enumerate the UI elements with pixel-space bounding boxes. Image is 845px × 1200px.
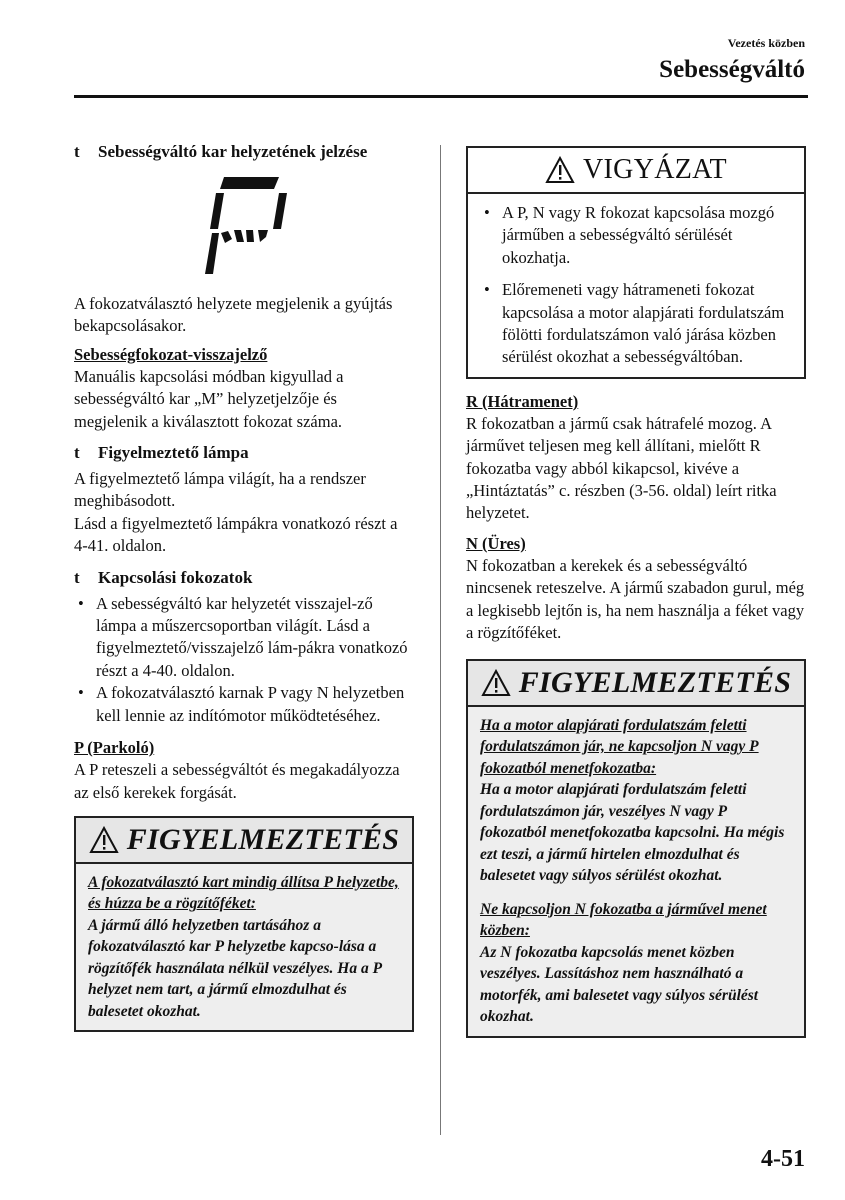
heading-text: Kapcsolási fokozatok: [98, 567, 253, 587]
heading-text: Figyelmeztető lámpa: [98, 443, 249, 463]
warning-text: Ha a motor alapjárati fordulatszám feletti fordulatszámon jár, veszélyes N vagy P fokozatból menetfokozatba kapcsolni. Ha mégis ezt teszi, a jármű hirtelen elmozdulhat és balesetet vagy súlyos sérülést okozhat.: [480, 781, 785, 884]
warning-title: FIGYELMEZTETÉS: [126, 822, 400, 856]
list-item: • A fokozatválasztó karnak P vagy N helyzetben kell lennie az indítómotor működtetéséhez.: [74, 682, 414, 727]
section-marker: t: [74, 142, 80, 161]
caution-list: [480, 202, 792, 369]
section-heading: [74, 566, 414, 589]
neutral-subheading: N (Üres): [466, 533, 526, 553]
section-marker: t: [74, 443, 80, 463]
warning-light-reference: Lásd a figyelmeztető lámpákra vonatkozó részt a 4-41. oldalon.: [74, 513, 398, 556]
list-item: • Előremeneti vagy hátrameneti fokozat kapcsolása a motor alapjárati fordulatszám fölötti fordulatszámon való járása közben sérülést okozhat a sebességváltóban.: [480, 279, 792, 369]
warning-triangle-icon: [89, 826, 119, 854]
warning-light-text: A figyelmeztető lámpa világít, ha a rendszer meghibásodott.: [74, 469, 366, 511]
warning-title: FIGYELMEZTETÉS: [518, 665, 792, 699]
left-column: [74, 140, 414, 1032]
gear-indicator-subheading: Sebességfokozat-visszajelző: [74, 344, 268, 364]
park-subheading: P (Parkoló): [74, 738, 155, 758]
section-marker: t: [74, 567, 80, 587]
header-rule: [74, 95, 808, 98]
page-number: 4-51: [761, 1146, 805, 1172]
caution-body: [468, 194, 804, 377]
gear-indicator-text: Manuális kapcsolási módban kigyullad a sebességváltó kar „M” helyzetjelzője és megjelenik a kiválasztott fokozat száma.: [74, 366, 344, 431]
segment-p-icon: [74, 169, 414, 289]
gear-position-display: [74, 169, 414, 289]
shift-positions-list: [74, 593, 414, 727]
warning-underlined-text: Ha a motor alapjárati fordulatszám feletti fordulatszámon jár, ne kapcsoljon N vagy P fokozatból menetfokozatba:: [480, 716, 759, 777]
park-text: A P reteszeli a sebességváltót és megakadályozza az első kerekek forgását.: [74, 760, 400, 802]
column-divider: [440, 145, 441, 1135]
warning-text: Az N fokozatba kapcsolás menet közben veszélyes. Lassításhoz nem használható a motorfék, ami balesetet vagy súlyos sérülést okozhat.: [480, 943, 759, 1025]
display-description: A fokozatválasztó helyzete megjelenik a gyújtás bekapcsolásakor.: [74, 294, 393, 336]
warning-box: [74, 816, 414, 1033]
caution-title: VIGYÁZAT: [583, 154, 727, 185]
section-heading: [74, 140, 414, 163]
warning-header: [76, 818, 412, 864]
warning-header: [468, 661, 804, 707]
warning-text: A jármű álló helyzetben tartásához a fokozatválasztó kar P helyzetbe kapcso-lása a rögzítőfék használata nélkül veszélyes. Ha a P helyzet nem tart, a jármű elmozdulhat és balesetet okozhat.: [88, 916, 382, 1020]
warning-body: [76, 864, 412, 1031]
neutral-text: N fokozatban a kerekek és a sebességváltó nincsenek reteszelve. A jármű szabadon gurul, még a legkisebb lejtőn is, ha nem használja a féket vagy a rögzítőféket.: [466, 555, 805, 643]
warning-box: [466, 659, 806, 1038]
heading-text: Sebességváltó kar helyzetének jelzése: [98, 142, 368, 161]
right-column: [466, 146, 806, 1038]
warning-triangle-icon: [481, 669, 511, 697]
caution-box: [466, 146, 806, 379]
list-item: • A sebességváltó kar helyzetét visszajel-ző lámpa a műszercsoportban világít. Lásd a figyelmeztető/visszajelző lám-pákra vonatkozó részt a 4-40. oldalon.: [74, 593, 414, 683]
warning-triangle-icon: [545, 156, 575, 184]
warning-underlined-text: A fokozatválasztó kart mindig állítsa P helyzetbe, és húzza be a rögzítőféket:: [88, 873, 399, 913]
reverse-subheading: R (Hátramenet): [466, 391, 579, 411]
caution-header: [468, 148, 804, 194]
warning-body: [468, 707, 804, 1036]
section-heading: [74, 441, 414, 464]
reverse-text: R fokozatban a jármű csak hátrafelé mozog. A járművet teljesen meg kell állítani, mielőtt R fokozatba vagy abból kikapcsol, kivéve a „Hintáztatás” c. részben (3-56. oldal) leírt ritka helyzetet.: [466, 413, 777, 523]
list-item: • A P, N vagy R fokozat kapcsolása mozgó járműben a sebességváltó sérülését okozhatja.: [480, 202, 792, 269]
page-title: Sebességváltó: [659, 56, 805, 83]
warning-underlined-text: Ne kapcsoljon N fokozatba a járművel menet közben:: [480, 900, 767, 939]
header-section: Vezetés közben: [727, 36, 805, 50]
